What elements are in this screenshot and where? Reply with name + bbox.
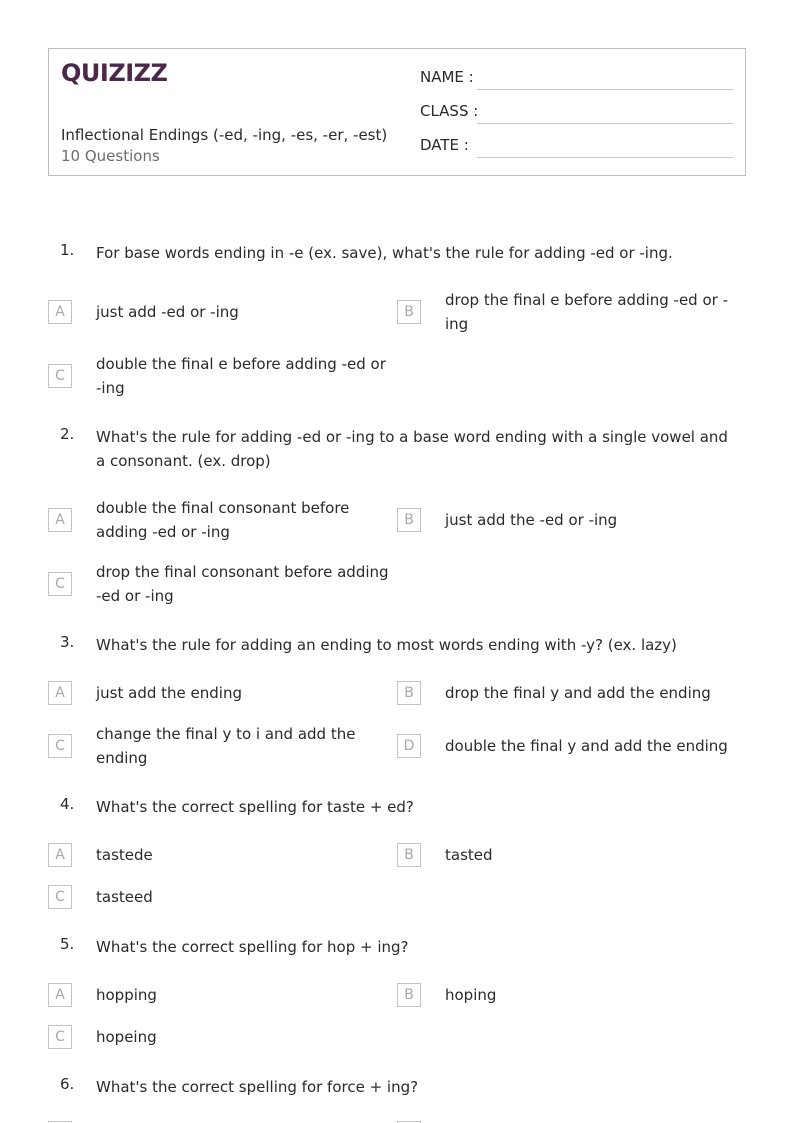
option-text: drop the final y and add the ending — [445, 684, 711, 702]
option-text: hopping — [96, 986, 157, 1004]
question-text: What's the rule for adding -ed or -ing to a base word ending with a single vowel and a consonant. (ex. drop) — [96, 428, 728, 470]
option-letter-box[interactable]: A — [48, 508, 72, 532]
option-letter-box[interactable]: C — [48, 1025, 72, 1049]
quizizz-logo: QUIZIZZ — [61, 59, 168, 87]
option-text: tasted — [445, 846, 493, 864]
name-label: NAME : — [420, 68, 474, 86]
question-number: 5. — [60, 935, 75, 953]
option-text: drop the final e before adding -ed or -ing — [445, 291, 728, 333]
question-number: 6. — [60, 1075, 75, 1093]
option-text: tastede — [96, 846, 153, 864]
option-letter-box[interactable]: A — [48, 681, 72, 705]
option-text: hoping — [445, 986, 497, 1004]
option-text: change the final y to i and add the ending — [96, 725, 356, 767]
option-letter-box[interactable]: D — [397, 734, 421, 758]
option-letter-box[interactable]: A — [48, 300, 72, 324]
option-letter-box[interactable]: A — [48, 843, 72, 867]
question-number: 2. — [60, 425, 75, 443]
worksheet-header — [48, 48, 746, 176]
option-letter-box[interactable]: B — [397, 843, 421, 867]
class-line[interactable] — [477, 123, 733, 124]
question-text: What's the correct spelling for hop + ing? — [96, 938, 409, 956]
question-text: For base words ending in -e (ex. save), what's the rule for adding -ed or -ing. — [96, 244, 673, 262]
option-letter-box[interactable]: B — [397, 508, 421, 532]
worksheet-title: Inflectional Endings (-ed, -ing, -es, -er, -est) — [61, 126, 388, 144]
option-letter-box[interactable]: B — [397, 681, 421, 705]
question-text: What's the rule for adding an ending to most words ending with -y? (ex. lazy) — [96, 636, 677, 654]
date-line[interactable] — [477, 157, 733, 158]
option-text: double the final e before adding -ed or -ing — [96, 355, 386, 397]
option-letter-box[interactable]: A — [48, 983, 72, 1007]
option-text: double the final y and add the ending — [445, 737, 728, 755]
option-text: just add the ending — [96, 684, 242, 702]
question-number: 1. — [60, 241, 75, 259]
option-letter-box[interactable]: B — [397, 300, 421, 324]
option-text: hopeing — [96, 1028, 157, 1046]
option-text: just add the -ed or -ing — [445, 511, 618, 529]
date-label: DATE : — [420, 136, 469, 154]
option-text: tasteed — [96, 888, 153, 906]
option-letter-box[interactable]: C — [48, 364, 72, 388]
question-text: What's the correct spelling for force + ing? — [96, 1078, 419, 1096]
option-letter-box[interactable]: C — [48, 572, 72, 596]
question-number: 4. — [60, 795, 75, 813]
option-letter-box[interactable]: C — [48, 885, 72, 909]
option-text: double the final consonant before adding -ed or -ing — [96, 499, 350, 541]
question-count: 10 Questions — [61, 147, 160, 165]
class-label: CLASS : — [420, 102, 479, 120]
option-letter-box[interactable]: C — [48, 734, 72, 758]
name-line[interactable] — [477, 89, 733, 90]
option-text: drop the final consonant before adding -ed or -ing — [96, 563, 389, 605]
question-number: 3. — [60, 633, 75, 651]
option-text: just add -ed or -ing — [96, 303, 239, 321]
option-letter-box[interactable]: B — [397, 983, 421, 1007]
question-text: What's the correct spelling for taste + ed? — [96, 798, 414, 816]
